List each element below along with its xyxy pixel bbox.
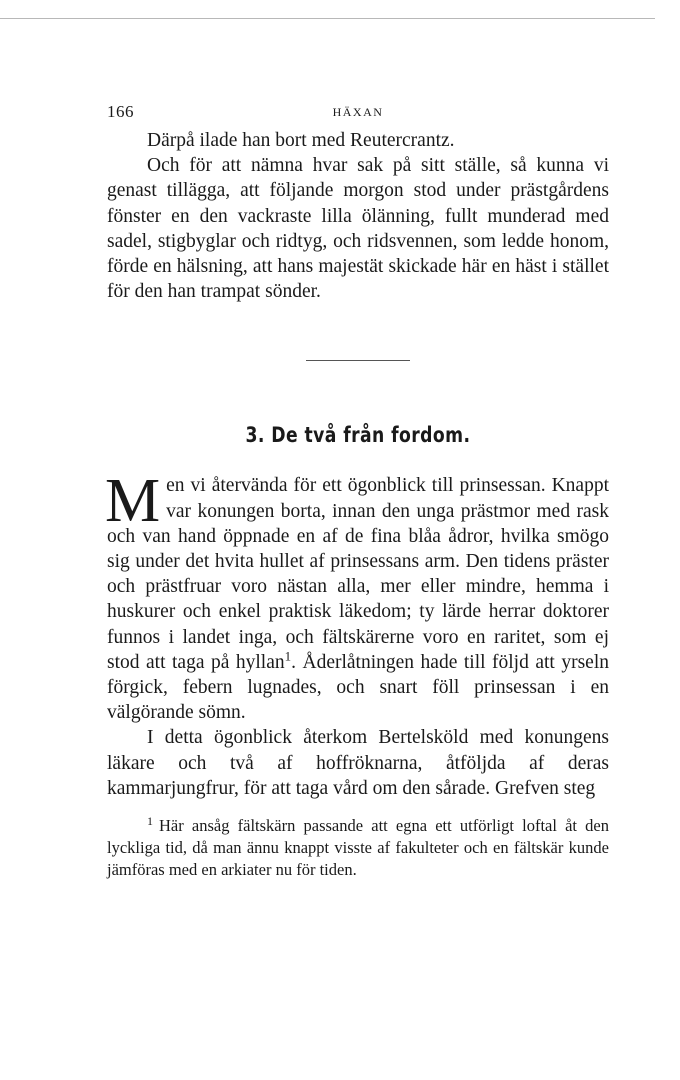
paragraph: I detta ögonblick återkom Bertelsköld med konungens läkare och två af hoffröknarna, åtföljda af deras kammarjungfrur, för att taga vård om den sårade. Grefven steg — [107, 727, 609, 799]
page-number: 166 — [107, 102, 134, 121]
book-page — [107, 102, 609, 881]
footnote-number: 1 — [147, 813, 153, 828]
section-divider — [306, 360, 410, 361]
footnotes — [107, 815, 609, 881]
paragraph: Och för att nämna hvar sak på sitt ställe, så kunna vi genast tillägga, att följande morgon stod under prästgårdens fönster en den vackraste lilla ölänning, fullt munderad med sadel, stigbyglar och ridtyg, och ridsvennen, som ledde honom, förde en hälsning, att hans majestät skickade här en häst i stället för den han trampat sönder. — [107, 155, 609, 303]
chapter-title: 3. De två från fordom. — [245, 423, 471, 448]
top-rule — [0, 18, 655, 19]
footnote — [107, 815, 609, 881]
intro-text — [107, 128, 609, 304]
footnote-text: Här ansåg fältskärn passande att egna ett utförligt loftal åt den lyckliga tid, då man ännu knappt visste af fakulteter och en fältskär kunde jämföras med en arkiater nu för tiden. — [107, 816, 609, 880]
paragraph-text: . Åderlåtningen hade till följd att yrseln förgick, febern lugnades, och snart föll prinsessan i en välgörande sömn. — [107, 651, 609, 724]
paragraph: Därpå ilade han bort med Reutercrantz. — [147, 130, 455, 151]
footnote-reference: 1 — [284, 648, 292, 664]
page-header — [107, 102, 609, 128]
drop-cap: M — [105, 467, 161, 536]
paragraph — [105, 467, 609, 725]
paragraph-text: en vi återvända för ett ögonblick till prinsessan. Knappt var konungen borta, innan den unga prästmor med rask och van hand öppnade en af de fina blåa ådror, hvilka smögo sig under det hvita hullet af prinsessans arm. Den tidens präster och prästfruar voro nästan alla, mer eller mindre, hemma i huskurer och enkel praktisk läkedom; ty lärde herrar doktorer funnos i landet inga, och fältskärerne voro en raritet, som ej stod att taga på hyllan — [107, 475, 609, 673]
chapter-text — [105, 467, 609, 801]
running-head: HÄXAN — [332, 105, 384, 119]
